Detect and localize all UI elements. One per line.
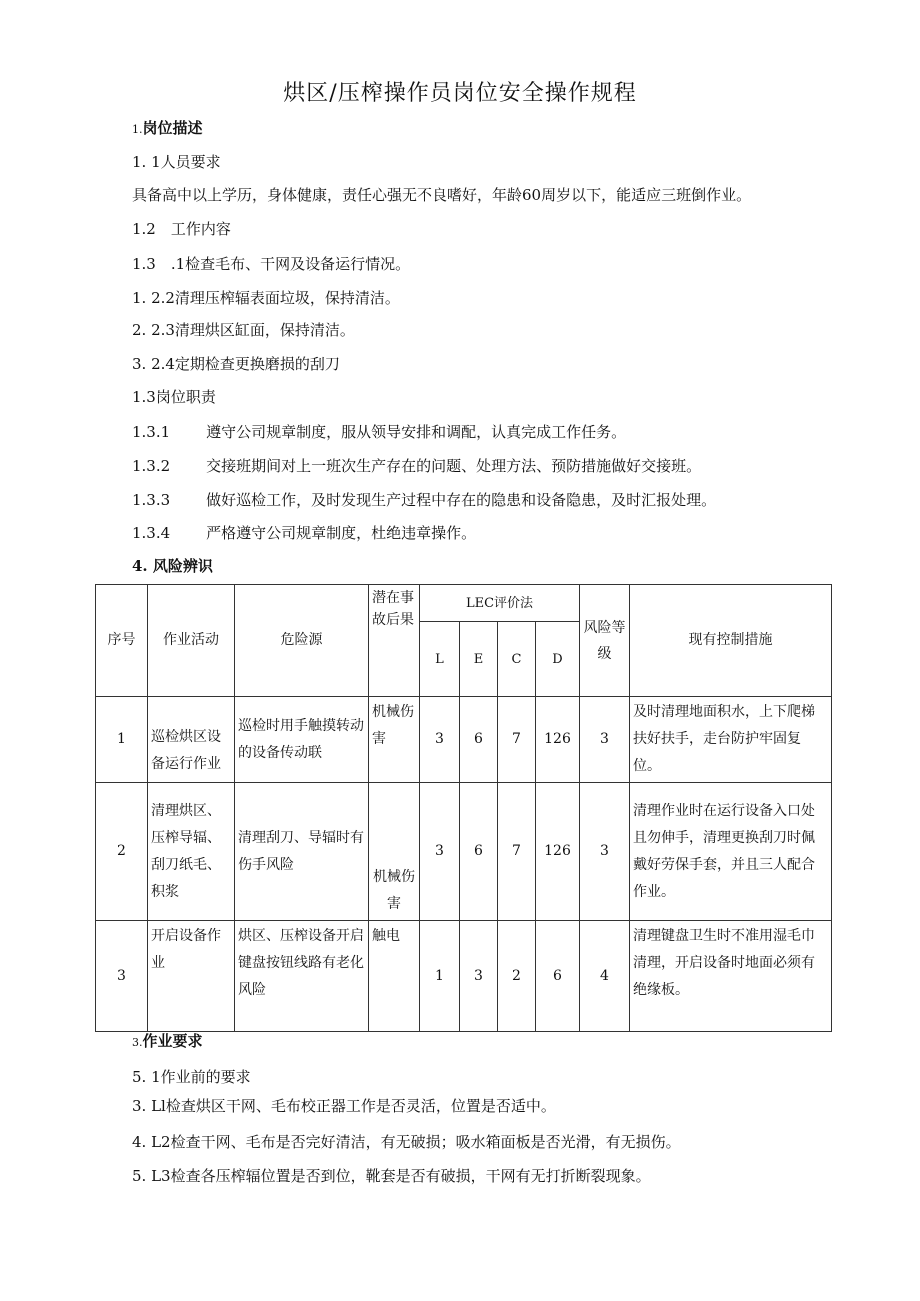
table-row bbox=[96, 783, 832, 921]
cell-control-measures: 清理键盘卫生时不准用湿毛巾清理，开启设备时地面必须有绝缘板。 bbox=[630, 921, 832, 1032]
cell-consequence: 机械伤害 bbox=[369, 783, 420, 921]
subsection-1-1-heading: 1. 1人员要求 bbox=[132, 153, 221, 171]
table-row bbox=[96, 921, 832, 1032]
work-content-item: 1. 2.2清理压榨辐表面垃圾，保持清洁。 bbox=[132, 289, 400, 307]
section-4-label: 风险辨识 bbox=[152, 557, 213, 575]
section-4-number: 4. bbox=[132, 557, 148, 575]
duty-number: 1.3.2 bbox=[132, 457, 171, 475]
requirement-item: 4. L2检查干网、毛布是否完好清洁，有无破损；吸水箱面板是否光滑，有无损伤。 bbox=[132, 1133, 681, 1151]
duty-text: 交接班期间对上一班次生产存在的问题、处理方法、预防措施做好交接班。 bbox=[206, 457, 702, 475]
cell-control-measures: 清理作业时在运行设备入口处且勿伸手，清理更换刮刀时佩戴好劳保手套，并且三人配合作业。 bbox=[630, 783, 832, 921]
duty-item bbox=[132, 490, 716, 510]
cell-no: 1 bbox=[96, 697, 148, 783]
duty-item bbox=[132, 523, 476, 543]
duty-number: 1.3.4 bbox=[132, 524, 171, 542]
cell-activity: 巡检烘区设备运行作业 bbox=[148, 697, 235, 783]
cell-l: 3 bbox=[420, 783, 460, 921]
section-1-heading bbox=[132, 118, 203, 140]
header-no: 序号 bbox=[96, 585, 148, 697]
cell-activity: 清理烘区、压榨导辐、刮刀纸毛、积浆 bbox=[148, 783, 235, 921]
cell-risk-level: 4 bbox=[580, 921, 630, 1032]
cell-risk-level: 3 bbox=[580, 783, 630, 921]
subsection-1-3-heading: 1.3岗位职责 bbox=[132, 388, 216, 406]
header-risk-level: 风险等级 bbox=[580, 585, 630, 697]
cell-e: 6 bbox=[460, 783, 498, 921]
header-hazard: 危险源 bbox=[235, 585, 369, 697]
requirement-item: 5. L3检查各压榨辐位置是否到位，靴套是否有破损，干网有无打折断裂现象。 bbox=[132, 1167, 651, 1185]
work-content-item: 3. 2.4定期检查更换磨损的刮刀 bbox=[132, 355, 340, 373]
section-3-number: 3. bbox=[132, 1036, 143, 1049]
header-activity: 作业活动 bbox=[148, 585, 235, 697]
cell-hazard: 烘区、压榨设备开启键盘按钮线路有老化风险 bbox=[235, 921, 369, 1032]
section-4-heading bbox=[132, 556, 213, 576]
duty-item bbox=[132, 456, 701, 476]
page-title: 烘区/压榨操作员岗位安全操作规程 bbox=[283, 81, 637, 106]
requirement-item: 3. Ll检查烘区干网、毛布校正器工作是否灵活，位置是否适中。 bbox=[132, 1097, 556, 1115]
work-content-item: 2. 2.3清理烘区缸面，保持清洁。 bbox=[132, 321, 355, 339]
duty-text: 遵守公司规章制度，服从领导安排和调配，认真完成工作任务。 bbox=[206, 423, 627, 441]
cell-e: 3 bbox=[460, 921, 498, 1032]
cell-l: 1 bbox=[420, 921, 460, 1032]
cell-d: 126 bbox=[536, 783, 580, 921]
cell-activity: 开启设备作业 bbox=[148, 921, 235, 1032]
cell-c: 7 bbox=[498, 783, 536, 921]
header-c: C bbox=[498, 622, 536, 697]
cell-no: 2 bbox=[96, 783, 148, 921]
duty-item bbox=[132, 422, 626, 442]
header-l: L bbox=[420, 622, 460, 697]
duty-number: 1.3.3 bbox=[132, 491, 171, 509]
risk-identification-table bbox=[95, 584, 832, 1032]
table-row bbox=[96, 697, 832, 783]
cell-l: 3 bbox=[420, 697, 460, 783]
cell-no: 3 bbox=[96, 921, 148, 1032]
duty-text: 做好巡检工作，及时发现生产过程中存在的隐患和设备隐患，及时汇报处理。 bbox=[206, 491, 717, 509]
cell-consequence: 触电 bbox=[369, 921, 420, 1032]
duty-text: 严格遵守公司规章制度，杜绝违章操作。 bbox=[206, 524, 477, 542]
subsection-5-1-heading: 5. 1作业前的要求 bbox=[132, 1068, 251, 1086]
header-control-measures: 现有控制措施 bbox=[630, 585, 832, 697]
section-1-label: 岗位描述 bbox=[142, 119, 203, 137]
subsection-1-1-text: 具备高中以上学历，身体健康，责任心强无不良嗜好，年龄60周岁以下，能适应三班倒作业。 bbox=[132, 186, 752, 204]
work-content-item: 1.3 .1检查毛布、干网及设备运行情况。 bbox=[132, 255, 411, 273]
cell-control-measures: 及时清理地面积水，上下爬梯扶好扶手，走台防护牢固复位。 bbox=[630, 697, 832, 783]
section-3-heading bbox=[132, 1031, 203, 1053]
cell-hazard: 巡检时用手触摸转动的设备传动联 bbox=[235, 697, 369, 783]
cell-hazard: 清理刮刀、导辐时有伤手风险 bbox=[235, 783, 369, 921]
subsection-1-2-heading: 1.2 工作内容 bbox=[132, 220, 231, 238]
header-e: E bbox=[460, 622, 498, 697]
cell-c: 2 bbox=[498, 921, 536, 1032]
cell-d: 6 bbox=[536, 921, 580, 1032]
section-3-label: 作业要求 bbox=[142, 1032, 203, 1050]
cell-e: 6 bbox=[460, 697, 498, 783]
header-lec: LEC评价法 bbox=[420, 585, 580, 622]
cell-d: 126 bbox=[536, 697, 580, 783]
cell-c: 7 bbox=[498, 697, 536, 783]
header-d: D bbox=[536, 622, 580, 697]
section-1-number: 1. bbox=[132, 123, 143, 136]
cell-risk-level: 3 bbox=[580, 697, 630, 783]
duty-number: 1.3.1 bbox=[132, 423, 171, 441]
table-header-row bbox=[96, 585, 832, 622]
header-consequence: 潜在事故后果 bbox=[369, 585, 420, 697]
cell-consequence: 机械伤害 bbox=[369, 697, 420, 783]
